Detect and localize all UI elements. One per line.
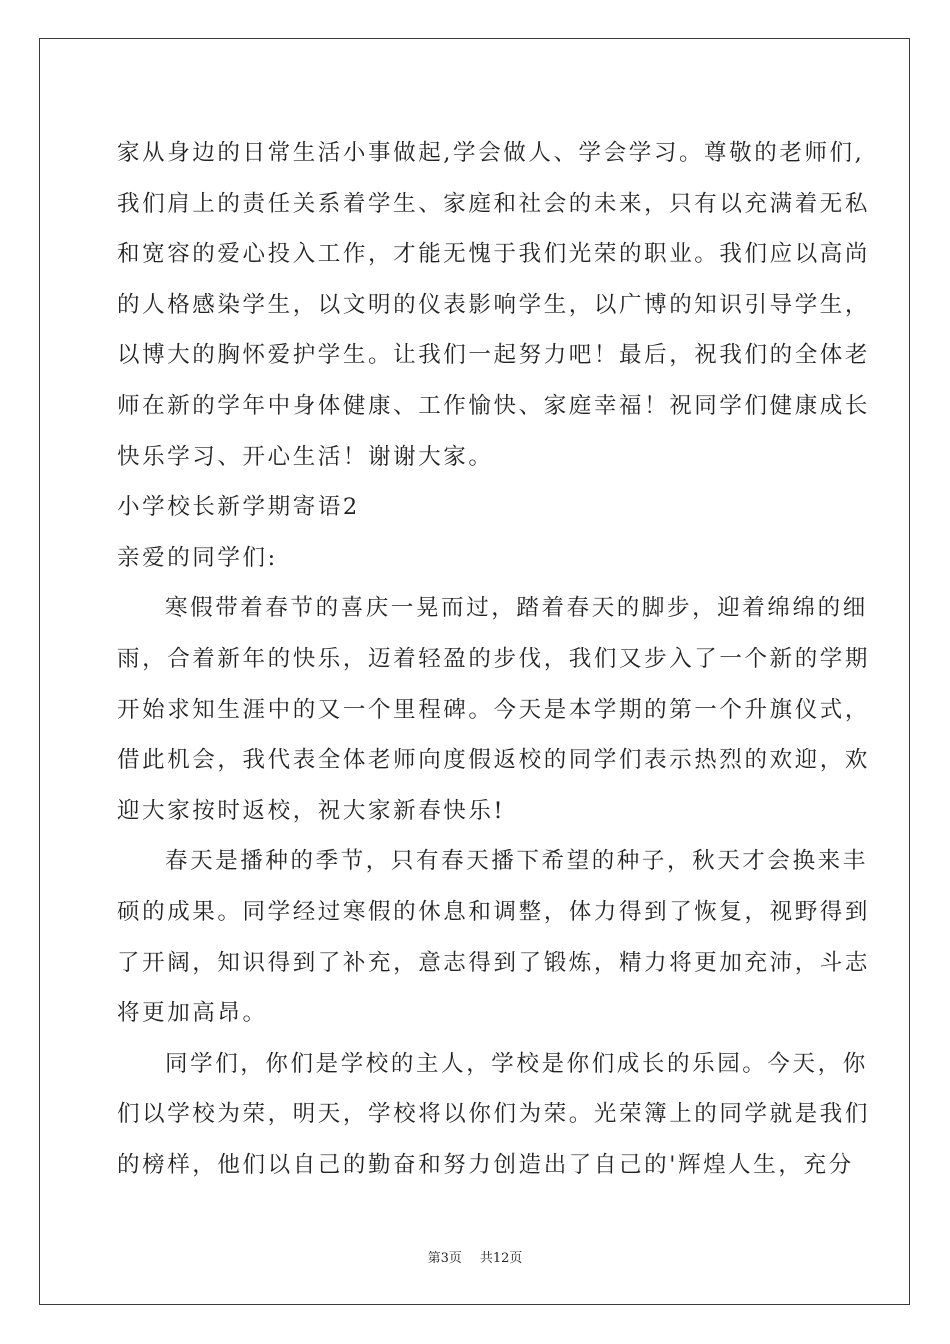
- page-footer: [0, 1247, 950, 1266]
- text-line: 家从身边的日常生活小事做起,学会做人、学会学习。尊敬的老师们,: [117, 140, 865, 166]
- text-line: 雨，合着新年的快乐，迈着轻盈的步伐，我们又步入了一个新的学期: [117, 645, 871, 672]
- text-line: 春天是播种的季节，只有春天播下希望的种子，秋天才会换来丰: [165, 848, 868, 875]
- document-body: [117, 128, 871, 1190]
- text-line: 和宽容的爱心投入工作，才能无愧于我们光荣的职业。我们应以高尚: [117, 241, 871, 268]
- page-number: 第3页: [427, 1251, 462, 1266]
- text-line: 开始求知生涯中的又一个里程碑。今天是本学期的第一个升旗仪式，: [117, 696, 871, 723]
- salutation: 亲爱的同学们:: [117, 544, 278, 571]
- text-line: 以博大的胸怀爱护学生。让我们一起努力吧！最后，祝我们的全体老: [117, 342, 871, 369]
- text-line: 们以学校为荣，明天，学校将以你们为荣。光荣簿上的同学就是我们: [117, 1101, 871, 1128]
- text-line: 借此机会，我代表全体老师向度假返校的同学们表示热烈的欢迎，欢: [117, 747, 871, 774]
- text-line: 的榜样，他们以自己的勤奋和努力创造出了自己的'辉煌人生，充分: [117, 1151, 854, 1178]
- text-line: 了开阔，知识得到了补充，意志得到了锻炼，精力将更加充沛，斗志: [117, 949, 871, 976]
- text-line: 硕的成果。同学经过寒假的休息和调整，体力得到了恢复，视野得到: [117, 898, 871, 925]
- text-line: 同学们，你们是学校的主人，学校是你们成长的乐园。今天，你: [165, 1050, 868, 1077]
- text-line: 寒假带着春节的喜庆一晃而过，踏着春天的脚步，迎着绵绵的细: [165, 595, 868, 622]
- text-line: 迎大家按时返校，祝大家新春快乐!: [117, 797, 506, 824]
- page-total: 共12页: [479, 1251, 523, 1266]
- text-line: 的人格感染学生，以文明的仪表影响学生，以广博的知识引导学生，: [117, 291, 871, 318]
- text-line: 快乐学习、开心生活！谢谢大家。: [117, 443, 494, 470]
- section-title: 小学校长新学期寄语2: [117, 494, 360, 521]
- text-line: 我们肩上的责任关系着学生、家庭和社会的未来，只有以充满着无私: [117, 190, 871, 217]
- text-line: 师在新的学年中身体健康、工作愉快、家庭幸福！祝同学们健康成长: [117, 392, 871, 419]
- text-line: 将更加高昂。: [117, 1000, 268, 1027]
